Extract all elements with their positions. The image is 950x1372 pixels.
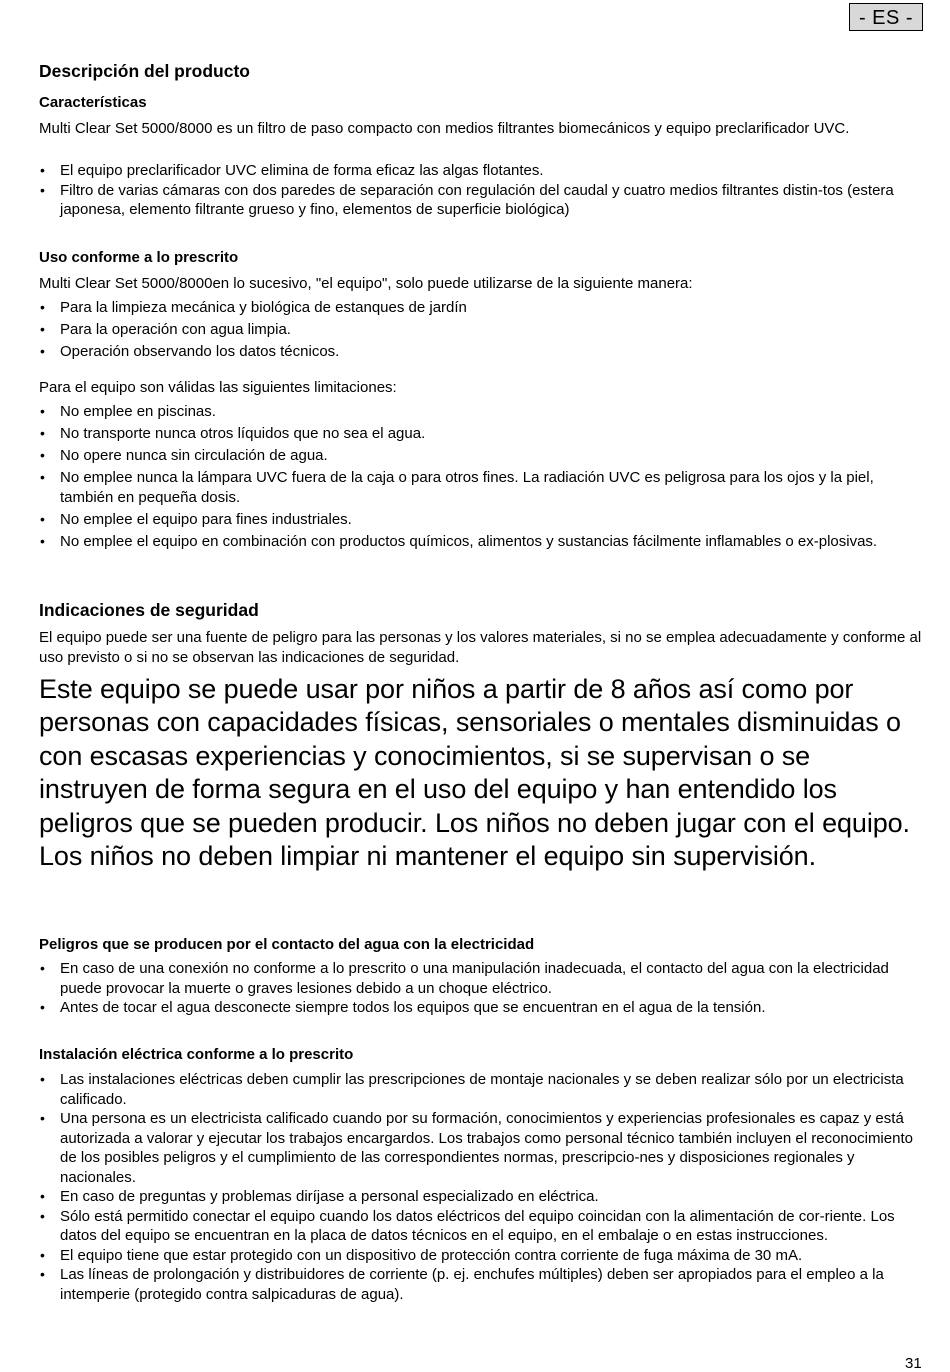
list-item: • Para la operación con agua limpia. — [39, 320, 925, 340]
page-number: 31 — [905, 1355, 922, 1372]
list-item: • En caso de preguntas y problemas diríjase a personal especializado en eléctrica. — [39, 1187, 925, 1207]
water-electricity-list — [39, 959, 925, 1018]
list-item: • Las líneas de prolongación y distribuidores de corriente (p. ej. enchufes múltiples) deben ser apropiados para el empleo a la intemperie (protegido contra salpicaduras de agua). — [39, 1265, 925, 1304]
list-item: • Las instalaciones eléctricas deben cumplir las prescripciones de montaje nacionales y se deben realizar sólo por un electricista calificado. — [39, 1070, 925, 1109]
features-list — [39, 161, 925, 220]
list-item: • No emplee el equipo para fines industriales. — [39, 510, 925, 530]
page-title: Descripción del producto — [39, 61, 250, 81]
limitations-list — [39, 402, 925, 554]
intended-use-list — [39, 298, 925, 364]
safety-heading: Indicaciones de seguridad — [39, 600, 259, 620]
intended-use-intro: Multi Clear Set 5000/8000en lo sucesivo, "el equipo", solo puede utilizarse de la siguiente manera: — [39, 275, 693, 292]
list-item: • Antes de tocar el agua desconecte siempre todos los equipos que se encuentran en el agua de la tensión. — [39, 998, 925, 1018]
children-warning: Este equipo se puede usar por niños a partir de 8 años así como por personas con capacidades físicas, sensoriales o mentales disminuidas o con escasas experiencias y conocimientos, si se supervisan o se instruyen de forma segura en el uso del equipo y han entendido los peligros que se pueden producir. Los niños no deben jugar con el equipo. Los niños no deben limpiar ni mantener el equipo sin supervisión. — [39, 674, 910, 872]
intended-use-heading: Uso conforme a lo prescrito — [39, 249, 239, 266]
list-item: • No opere nunca sin circulación de agua. — [39, 446, 925, 466]
list-item: • El equipo tiene que estar protegido con un dispositivo de protección contra corriente de fuga máxima de 30 mA. — [39, 1246, 925, 1266]
electrical-installation-heading: Instalación eléctrica conforme a lo prescrito — [39, 1046, 354, 1063]
list-item: • No emplee nunca la lámpara UVC fuera de la caja o para otros fines. La radiación UVC es peligrosa para los ojos y la piel, también en pequeña dosis. — [39, 468, 925, 507]
language-badge: - ES - — [849, 3, 923, 31]
list-item: • Filtro de varias cámaras con dos paredes de separación con regulación del caudal y cuatro medios filtrantes distin-tos (estera japonesa, elemento filtrante grueso y fino, elementos de superficie biológica) — [39, 181, 925, 220]
list-item: • Para la limpieza mecánica y biológica de estanques de jardín — [39, 298, 925, 318]
list-item: • En caso de una conexión no conforme a lo prescrito o una manipulación inadecuada, el contacto del agua con la electricidad puede provocar la muerte o graves lesiones debido a un choque eléctrico. — [39, 959, 925, 998]
limitations-intro: Para el equipo son válidas las siguientes limitaciones: — [39, 379, 397, 396]
list-item: • Operación observando los datos técnicos. — [39, 342, 925, 362]
features-heading: Características — [39, 94, 147, 111]
list-item: • Sólo está permitido conectar el equipo cuando los datos eléctricos del equipo coincidan con la alimentación de cor-riente. Los datos del equipo se encuentran en la placa de datos técnicos en el equipo, en el embalaje o en estas instrucciones. — [39, 1207, 925, 1246]
list-item: • Una persona es un electricista calificado cuando por su formación, conocimientos y experiencias profesionales es capaz y está autorizada a valorar y ejecutar los trabajos encargardos. Los trabajos como personal técnico también incluyen el reconocimiento de los posibles peligros y el cumplimiento de las correspondientes normas, prescripcio-nes y disposiciones regionales y nacionales. — [39, 1109, 925, 1187]
list-item: • El equipo preclarificador UVC elimina de forma eficaz las algas flotantes. — [39, 161, 925, 181]
electrical-installation-list — [39, 1070, 925, 1304]
features-intro: Multi Clear Set 5000/8000 es un filtro de paso compacto con medios filtrantes biomecánicos y equipo preclarificador UVC. — [39, 120, 850, 137]
list-item: • No transporte nunca otros líquidos que no sea el agua. — [39, 424, 925, 444]
list-item: • No emplee en piscinas. — [39, 402, 925, 422]
list-item: • No emplee el equipo en combinación con productos químicos, alimentos y sustancias fácilmente inflamables o ex-plosivas. — [39, 532, 925, 552]
safety-intro: El equipo puede ser una fuente de peligro para las personas y los valores materiales, si no se emplea adecuadamente y conforme al uso previsto o si no se observan las indicaciones de seguridad. — [39, 629, 922, 666]
water-electricity-heading: Peligros que se producen por el contacto del agua con la electricidad — [39, 936, 535, 953]
